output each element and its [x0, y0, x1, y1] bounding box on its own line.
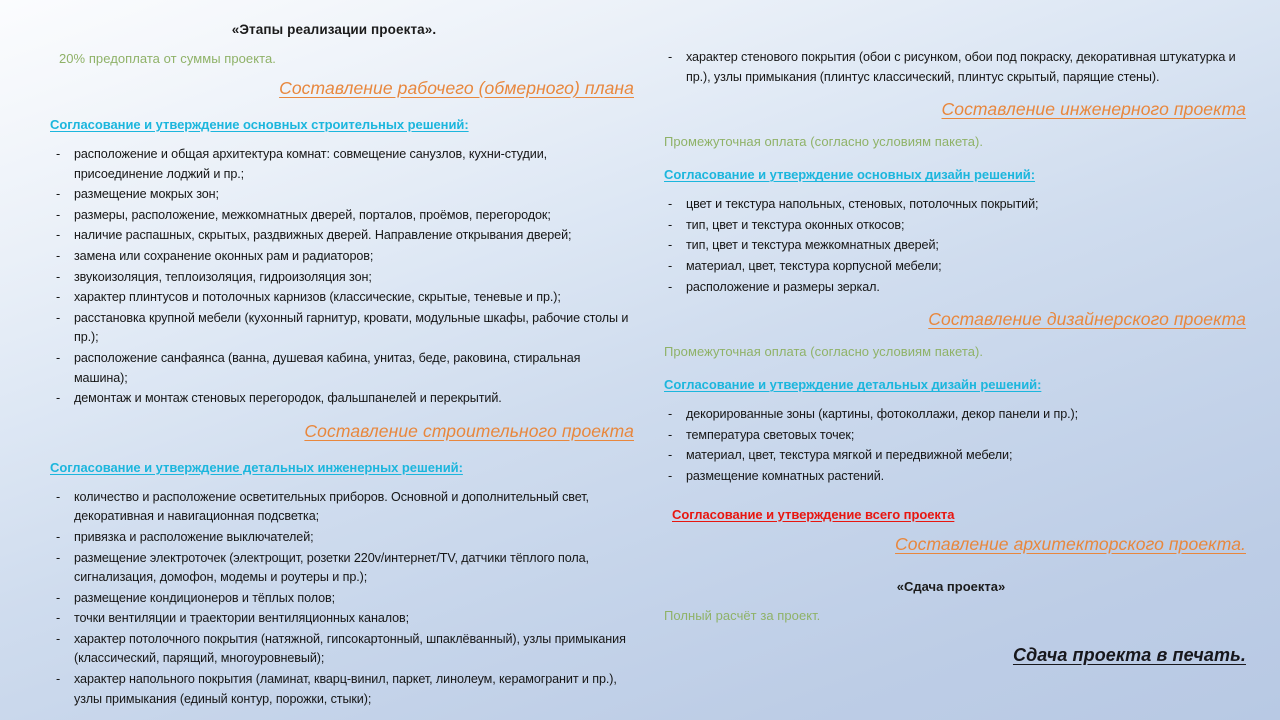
list-item: - характер стенового покрытия (обои с рисунком, обои под покраску, декоративная штукатурка и пр.), узлы примыкания (плинтус классический, плинтус скрытый, парящие стены). [664, 48, 1246, 87]
approval-list-detailed-design-decisions [656, 405, 1246, 486]
interim-payment-note-2: Промежуточная оплата (согласно условиям пакета). [664, 344, 984, 360]
list-item: - размещение комнатных растений. [664, 467, 1246, 487]
list-item: - цвет и текстура напольных, стеновых, потолочных покрытий; [664, 195, 1246, 215]
list-item: - точки вентиляции и траектории вентиляционных каналов; [52, 609, 634, 629]
list-item: - характер потолочного покрытия (натяжной, гипсокартонный, шпаклёванный), узлы примыкания (классический, парящий, многоуровневый); [52, 630, 634, 669]
approval-list-construction-decisions [34, 145, 634, 409]
list-item: - расположение и размеры зеркал. [664, 278, 1246, 298]
stage-title-designer-project: Составление дизайнерского проекта [928, 309, 1246, 330]
final-payment-note: Полный расчёт за проект. [664, 607, 821, 623]
prepayment-note: 20% предоплата от суммы проекта. [59, 51, 276, 66]
stage-title-construction-project: Составление строительного проекта [304, 420, 634, 441]
stage-title-engineering-project: Составление инженерного проекта [941, 99, 1246, 120]
list-item: - характер плинтусов и потолочных карнизов (классические, скрытые, теневые и пр.); [52, 288, 634, 308]
list-item: - наличие распашных, скрытых, раздвижных дверей. Направление открывания дверей; [52, 226, 634, 246]
list-item: - материал, цвет, текстура корпусной мебели; [664, 257, 1246, 277]
handover-section-title: «Сдача проекта» [896, 578, 1006, 594]
list-item: - характер напольного покрытия (ламинат, кварц-винил, паркет, линолеум, керамогранит и пр.), узлы примыкания (единый контур, порожки, стыки); [52, 670, 634, 709]
list-item: - материал, цвет, текстура мягкой и передвижной мебели; [664, 446, 1246, 466]
list-item: - размещение кондиционеров и тёплых полов; [52, 589, 634, 609]
approval-list-basic-design-decisions [656, 195, 1246, 297]
list-item: - привязка и расположение выключателей; [52, 528, 634, 548]
approval-heading-detailed-design-decisions: Согласование и утверждение детальных дизайн решений: [664, 377, 1042, 393]
list-item: - расположение и общая архитектура комнат: совмещение санузлов, кухни-студии, присоединение лоджий и пр.; [52, 145, 634, 184]
list-item: - размеры, расположение, межкомнатных дверей, порталов, проёмов, перегородок; [52, 206, 634, 226]
right-column [648, 0, 1280, 666]
interim-payment-note-1: Промежуточная оплата (согласно условиям пакета). [664, 134, 984, 150]
list-item: - замена или сохранение оконных рам и радиаторов; [52, 247, 634, 267]
approval-heading-construction-decisions: Согласование и утверждение основных строительных решений: [50, 117, 469, 132]
list-item: - температура световых точек; [664, 426, 1246, 446]
stage-title-architect-project: Составление архитекторского проекта. [895, 533, 1246, 554]
final-delivery-title: Сдача проекта в печать. [1012, 644, 1246, 665]
list-item: - декорированные зоны (картины, фотоколлажи, декор панели и пр.); [664, 405, 1246, 425]
list-item: - тип, цвет и текстура оконных откосов; [664, 216, 1246, 236]
stage-title-working-plan: Составление рабочего (обмерного) плана [279, 78, 634, 98]
page-title: «Этапы реализации проекта». [231, 22, 437, 37]
list-item: - звукоизоляция, теплоизоляция, гидроизоляция зон; [52, 268, 634, 288]
approval-list-engineering-decisions [34, 488, 634, 710]
approval-heading-basic-design-decisions: Согласование и утверждение основных дизайн решений: [664, 167, 1036, 183]
list-item: - расположение санфаянса (ванна, душевая кабина, унитаз, беде, раковина, стиральная машина); [52, 349, 634, 388]
approval-heading-engineering-decisions: Согласование и утверждение детальных инженерных решений: [50, 459, 463, 475]
list-item: - расстановка крупной мебели (кухонный гарнитур, кровати, модульные шкафы, рабочие столы и пр.); [52, 309, 634, 348]
list-item: - тип, цвет и текстура межкомнатных дверей; [664, 236, 1246, 256]
approval-heading-whole-project: Согласование и утверждение всего проекта [672, 506, 955, 522]
list-item: - количество и расположение осветительных приборов. Основной и дополнительный свет, декоративная и навигационная подсветка; [52, 488, 634, 527]
continued-list-wall-coverings [656, 48, 1246, 87]
left-column [0, 0, 648, 710]
list-item: - демонтаж и монтаж стеновых перегородок, фальшпанелей и перекрытий. [52, 389, 634, 409]
list-item: - размещение электроточек (электрощит, розетки 220v/интернет/TV, датчики тёплого пола, сигнализация, домофон, модемы и роутеры и пр.); [52, 549, 634, 588]
list-item: - размещение мокрых зон; [52, 185, 634, 205]
